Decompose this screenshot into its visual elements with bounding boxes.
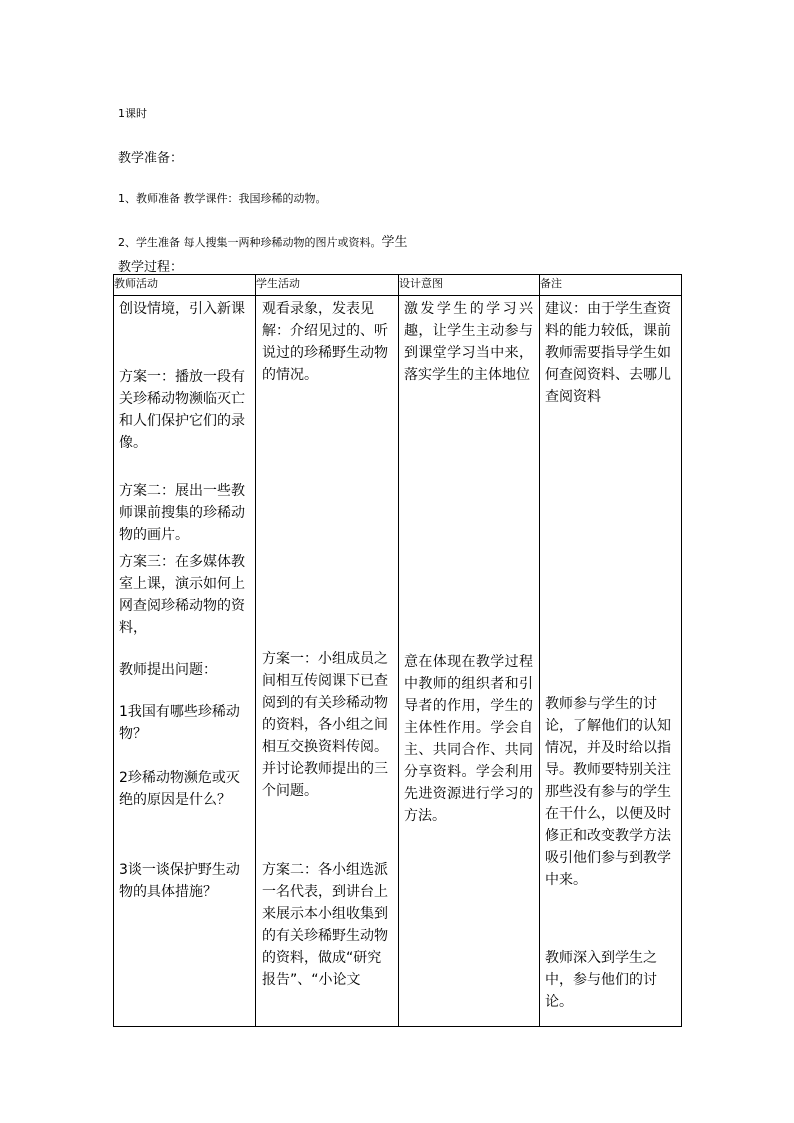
design-intent-1: 激发学生的学习兴趣，让学生主动参与到课堂学习当中来，落实学生的主体地位 xyxy=(404,301,533,383)
teacher-questions: 教师提出问题： xyxy=(119,662,217,678)
notes-cell xyxy=(540,296,682,1027)
note-teacher-join: 教师深入到学生之中，参与他们的讨论。 xyxy=(545,950,657,1010)
design-intent-2: 意在体现在教学过程中教师的组织者和引导者的作用，学生的主体性作用。学会自主、共同合作、共同分享资料。学会利用先进资源进行学习的方法。 xyxy=(404,654,533,824)
student-activity-cell xyxy=(256,296,399,1027)
teacher-plan-1: 方案一：播放一段有关珍稀动物濒临灭亡和人们保护它们的录像。 xyxy=(119,369,245,451)
student-plan-1: 方案一：小组成员之间相互传阅课下已查阅到的有关珍稀动物的资料，各小组之间相互交换资料传阅。并讨论教师提出的三个问题。 xyxy=(262,651,388,799)
header-student-activity: 学生活动 xyxy=(256,275,399,296)
teacher-plan-3: 方案三：在多媒体教室上课，演示如何上网查阅珍稀动物的资料， xyxy=(119,554,245,636)
table-header-row xyxy=(114,275,682,296)
teacher-intro: 创设情境，引入新课 xyxy=(119,301,245,317)
question-1: 1我国有哪些珍稀动物？ xyxy=(119,704,240,742)
prep-student-text: 2、学生准备 每人搜集一两种珍稀动物的图片或资料。 xyxy=(118,236,382,249)
note-teacher-participation: 教师参与学生的讨论，了解他们的认知情况，并及时给以指导。教师要特别关注那些没有参与的学生在干什么，以便及时修正和改变教学方法吸引他们参与到教学中来。 xyxy=(545,696,671,888)
prep-title: 教学准备： xyxy=(118,151,184,166)
question-2: 2珍稀动物濒危或灭绝的原因是什么？ xyxy=(119,770,240,808)
question-3: 3谈一谈保护野生动物的具体措施？ xyxy=(119,862,240,900)
process-title: 教学过程： xyxy=(118,260,184,275)
prep-student xyxy=(118,231,408,250)
lesson-table xyxy=(113,274,682,1027)
header-notes: 备注 xyxy=(540,275,682,296)
note-suggestion: 建议：由于学生查资料的能力较低，课前教师需要指导学生如何查阅资料、去哪儿查阅资料 xyxy=(545,301,671,405)
teacher-plan-2: 方案二：展出一些教师课前搜集的珍稀动物的画片。 xyxy=(119,483,245,543)
student-watch: 观看录象，发表见解：介绍见过的、听说过的珍稀野生动物的情况。 xyxy=(262,301,388,383)
header-teacher-activity: 教师活动 xyxy=(114,275,256,296)
header-design-intent: 设计意图 xyxy=(399,275,540,296)
teacher-activity-cell xyxy=(114,296,256,1027)
prep-student-tail: 学生 xyxy=(381,235,408,250)
lesson-count: 1课时 xyxy=(118,107,147,120)
student-plan-2: 方案二：各小组选派一名代表，到讲台上来展示本小组收集到的有关珍稀野生动物的资料，做成“研究报告”、“小论文 xyxy=(262,862,388,988)
design-intent-cell xyxy=(399,296,540,1027)
prep-teacher: 1、教师准备 教学课件：我国珍稀的动物。 xyxy=(118,192,327,205)
table-row xyxy=(114,296,682,1027)
